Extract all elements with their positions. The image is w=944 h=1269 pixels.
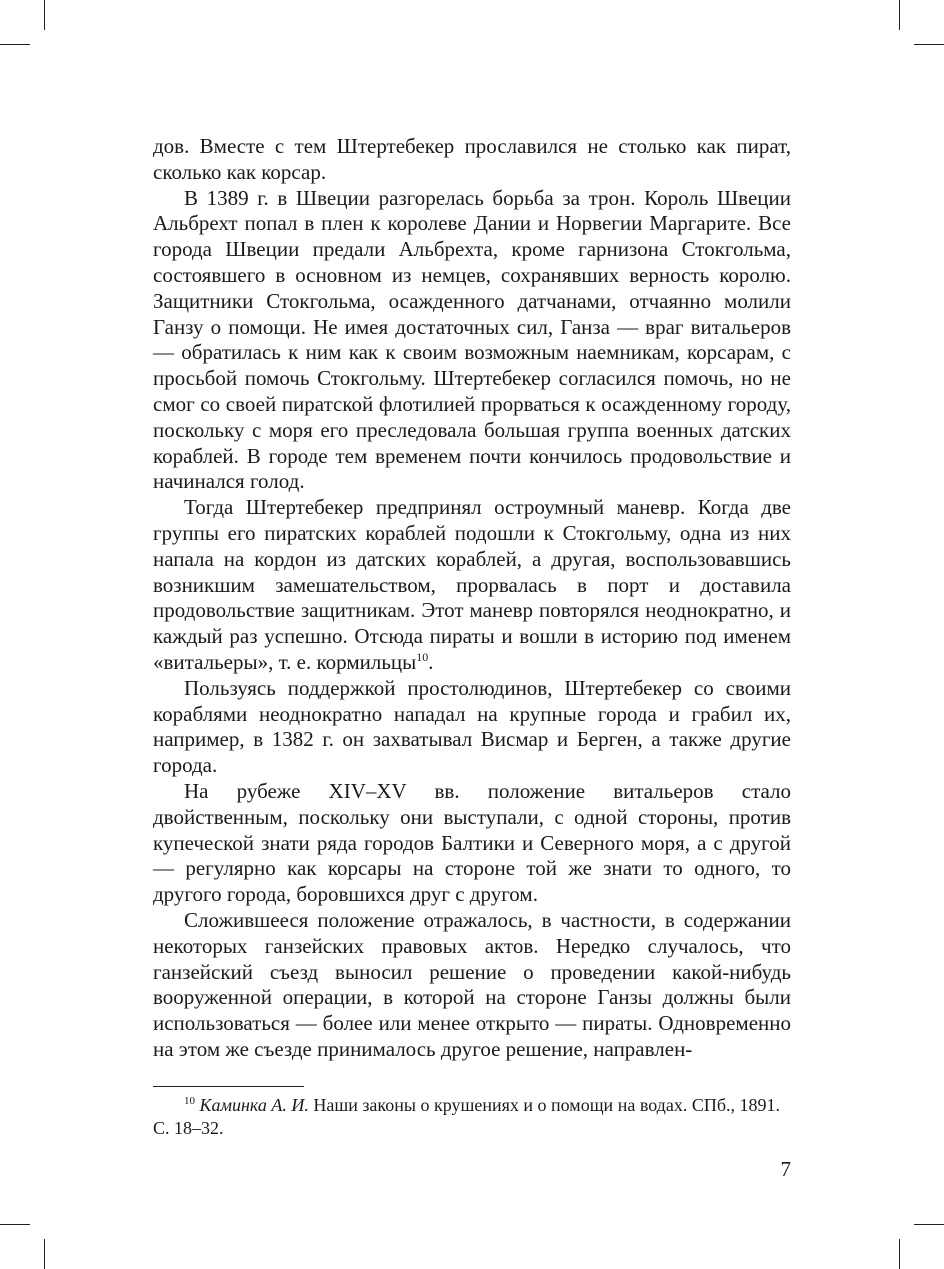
crop-mark — [44, 0, 45, 30]
crop-mark — [44, 1239, 45, 1269]
page-number: 7 — [780, 1157, 791, 1181]
paragraph: дов. Вместе с тем Штертебекер прославился не столько как пират, сколько как корсар. — [153, 134, 791, 184]
sentence-end: . — [428, 649, 434, 674]
paragraph — [153, 495, 791, 676]
crop-mark — [0, 44, 30, 45]
paragraph: В 1389 г. в Швеции разгорелась борьба за трон. Король Швеции Альбрехт попал в плен к королеве Дании и Норвегии Маргарите. Все города Швеции предали Альбрехта, кроме гарнизона Стокгольма, состоявшего в основном из немцев, сохранявших верность королю. Защитники Стокгольма, осажденного датчанами, отчаянно молили Ганзу о помощи. Не имея достаточных сил, Ганза — враг витальеров — обратилась к ним как к своим возможным наемникам, корсарам, с просьбой помочь Стокгольму. Штертебекер согласился помочь, но не смог со своей пиратской флотилией прорваться к осажденному городу, поскольку с моря его преследовала большая группа военных датских кораблей. В городе тем временем почти кончилось продовольствие и начинался голод. — [153, 185, 791, 494]
footnote — [153, 1094, 791, 1140]
crop-mark — [914, 1224, 944, 1225]
crop-mark — [899, 1239, 900, 1269]
crop-mark — [0, 1224, 30, 1225]
footnote-reference[interactable]: 10 — [416, 649, 429, 664]
footnote-author: Каминка А. И. — [199, 1095, 309, 1115]
footnote-text: Наши законы о крушениях и о помощи на водах. СПб., 1891. — [308, 1095, 780, 1115]
crop-mark — [914, 44, 944, 45]
footnote-line — [153, 1094, 791, 1117]
paragraph: Пользуясь поддержкой простолюдинов, Штертебекер со своими кораблями неоднократно нападал на крупные города и грабил их, например, в 1382 г. он захватывал Висмар и Берген, а также другие города. — [153, 675, 791, 778]
footnote-marker: 10 — [184, 1095, 195, 1107]
crop-mark — [899, 0, 900, 30]
paragraph: Сложившееся положение отражалось, в частности, в содержании некоторых ганзейских правовых актов. Нередко случалось, что ганзейский съезд выносил решение о проведении какой-нибудь вооруженной операции, в которой на стороне Ганзы должны были использоваться — более или менее открыто — пираты. Одновременно на этом же съезде принималось другое решение, направлен- — [153, 907, 791, 1061]
footnote-divider — [153, 1086, 304, 1087]
body-text — [153, 134, 791, 1063]
footnote-pages: С. 18–32. — [153, 1118, 224, 1138]
paragraph-text: Тогда Штертебекер предпринял остроумный маневр. Когда две группы его пиратских кораблей подошли к Стокгольму, одна из них напала на кордон из датских кораблей, а другая, воспользовавшись возникшим замешательством, прорвалась в порт и доставила продовольствие защитникам. Этот маневр повторялся неоднократно, и каждый раз успешно. Отсюда пираты и вошли в историю под именем «витальеры», т. е. кормильцы — [153, 495, 791, 674]
paragraph: На рубеже XIV–XV вв. положение витальеров стало двойственным, поскольку они выступали, с одной стороны, против купеческой знати ряда городов Балтики и Северного моря, а с другой — регулярно как корсары на стороне той же знати то одного, то другого города, боровшихся друг с другом. — [153, 778, 791, 907]
